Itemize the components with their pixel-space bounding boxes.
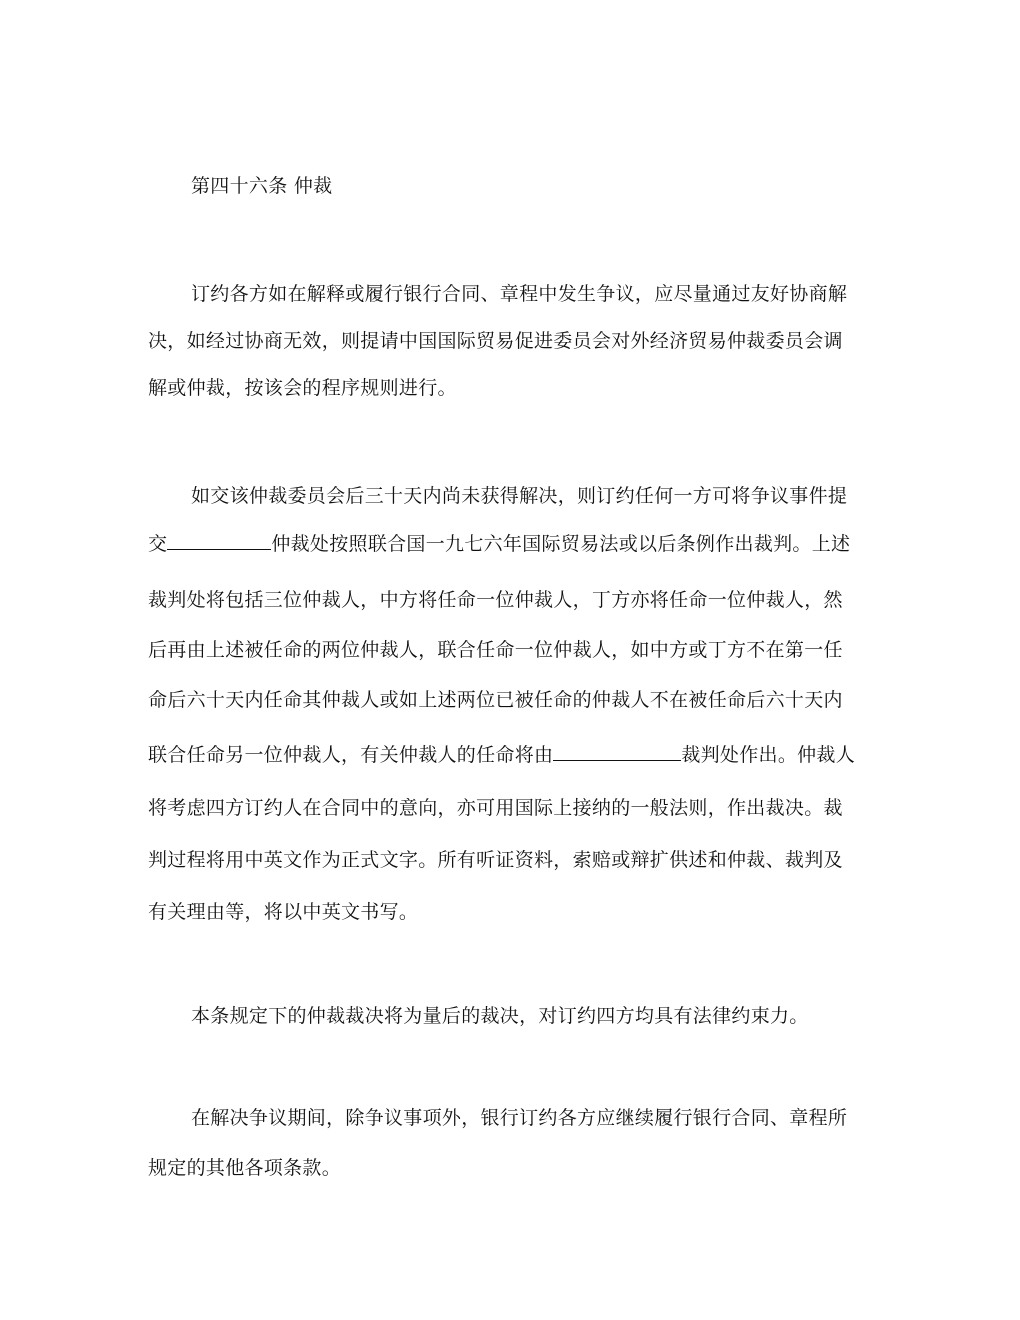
para2-line4: 后再由上述被任命的两位仲裁人，联合任命一位仲裁人，如中方或丁方不在第一任 [148,639,843,661]
para4-line1: 在解决争议期间，除争议事项外，银行订约各方应继续履行银行合同、章程所 [191,1107,848,1129]
fill-in-blank-2 [553,742,681,761]
para2-line6 [148,742,855,767]
para3-line1: 本条规定下的仲裁裁决将为量后的裁决，对订约四方均具有法律约束力。 [191,1005,809,1027]
para2-line5: 命后六十天内任命其仲裁人或如上述两位已被任命的仲裁人不在被任命后六十天内 [148,689,843,711]
para2-line2 [148,531,850,556]
para2-line7: 将考虑四方订约人在合同中的意向，亦可用国际上接纳的一般法则，作出裁决。裁 [148,797,843,819]
para2-line2-start: 交 [148,533,168,555]
para2-line2-rest: 仲裁处按照联合国一九七六年国际贸易法或以后条例作出裁判。上述 [271,533,851,555]
para2-line6-rest: 裁判处作出。仲裁人 [681,744,856,766]
para1-line3: 解或仲裁，按该会的程序规则进行。 [148,377,457,399]
para2-line6-start: 联合任命另一位仲裁人，有关仲裁人的任命将由 [148,744,554,766]
para1-line2: 决，如经过协商无效，则提请中国国际贸易促进委员会对外经济贸易仲裁委员会调 [148,330,843,352]
fill-in-blank-1 [167,531,271,550]
article-heading: 第四十六条 仲裁 [191,175,333,197]
para2-line1: 如交该仲裁委员会后三十天内尚未获得解决，则订约任何一方可将争议事件提 [191,485,848,507]
para2-line8: 判过程将用中英文作为正式文字。所有听证资料，索赔或辩扩供述和仲裁、裁判及 [148,849,843,871]
para1-line1: 订约各方如在解释或履行银行合同、章程中发生争议，应尽量通过友好协商解 [191,283,848,305]
para4-line2: 规定的其他各项条款。 [148,1157,342,1179]
para2-line3: 裁判处将包括三位仲裁人，中方将任命一位仲裁人，丁方亦将任命一位仲裁人，然 [148,589,843,611]
para2-line9: 有关理由等，将以中英文书写。 [148,901,419,923]
